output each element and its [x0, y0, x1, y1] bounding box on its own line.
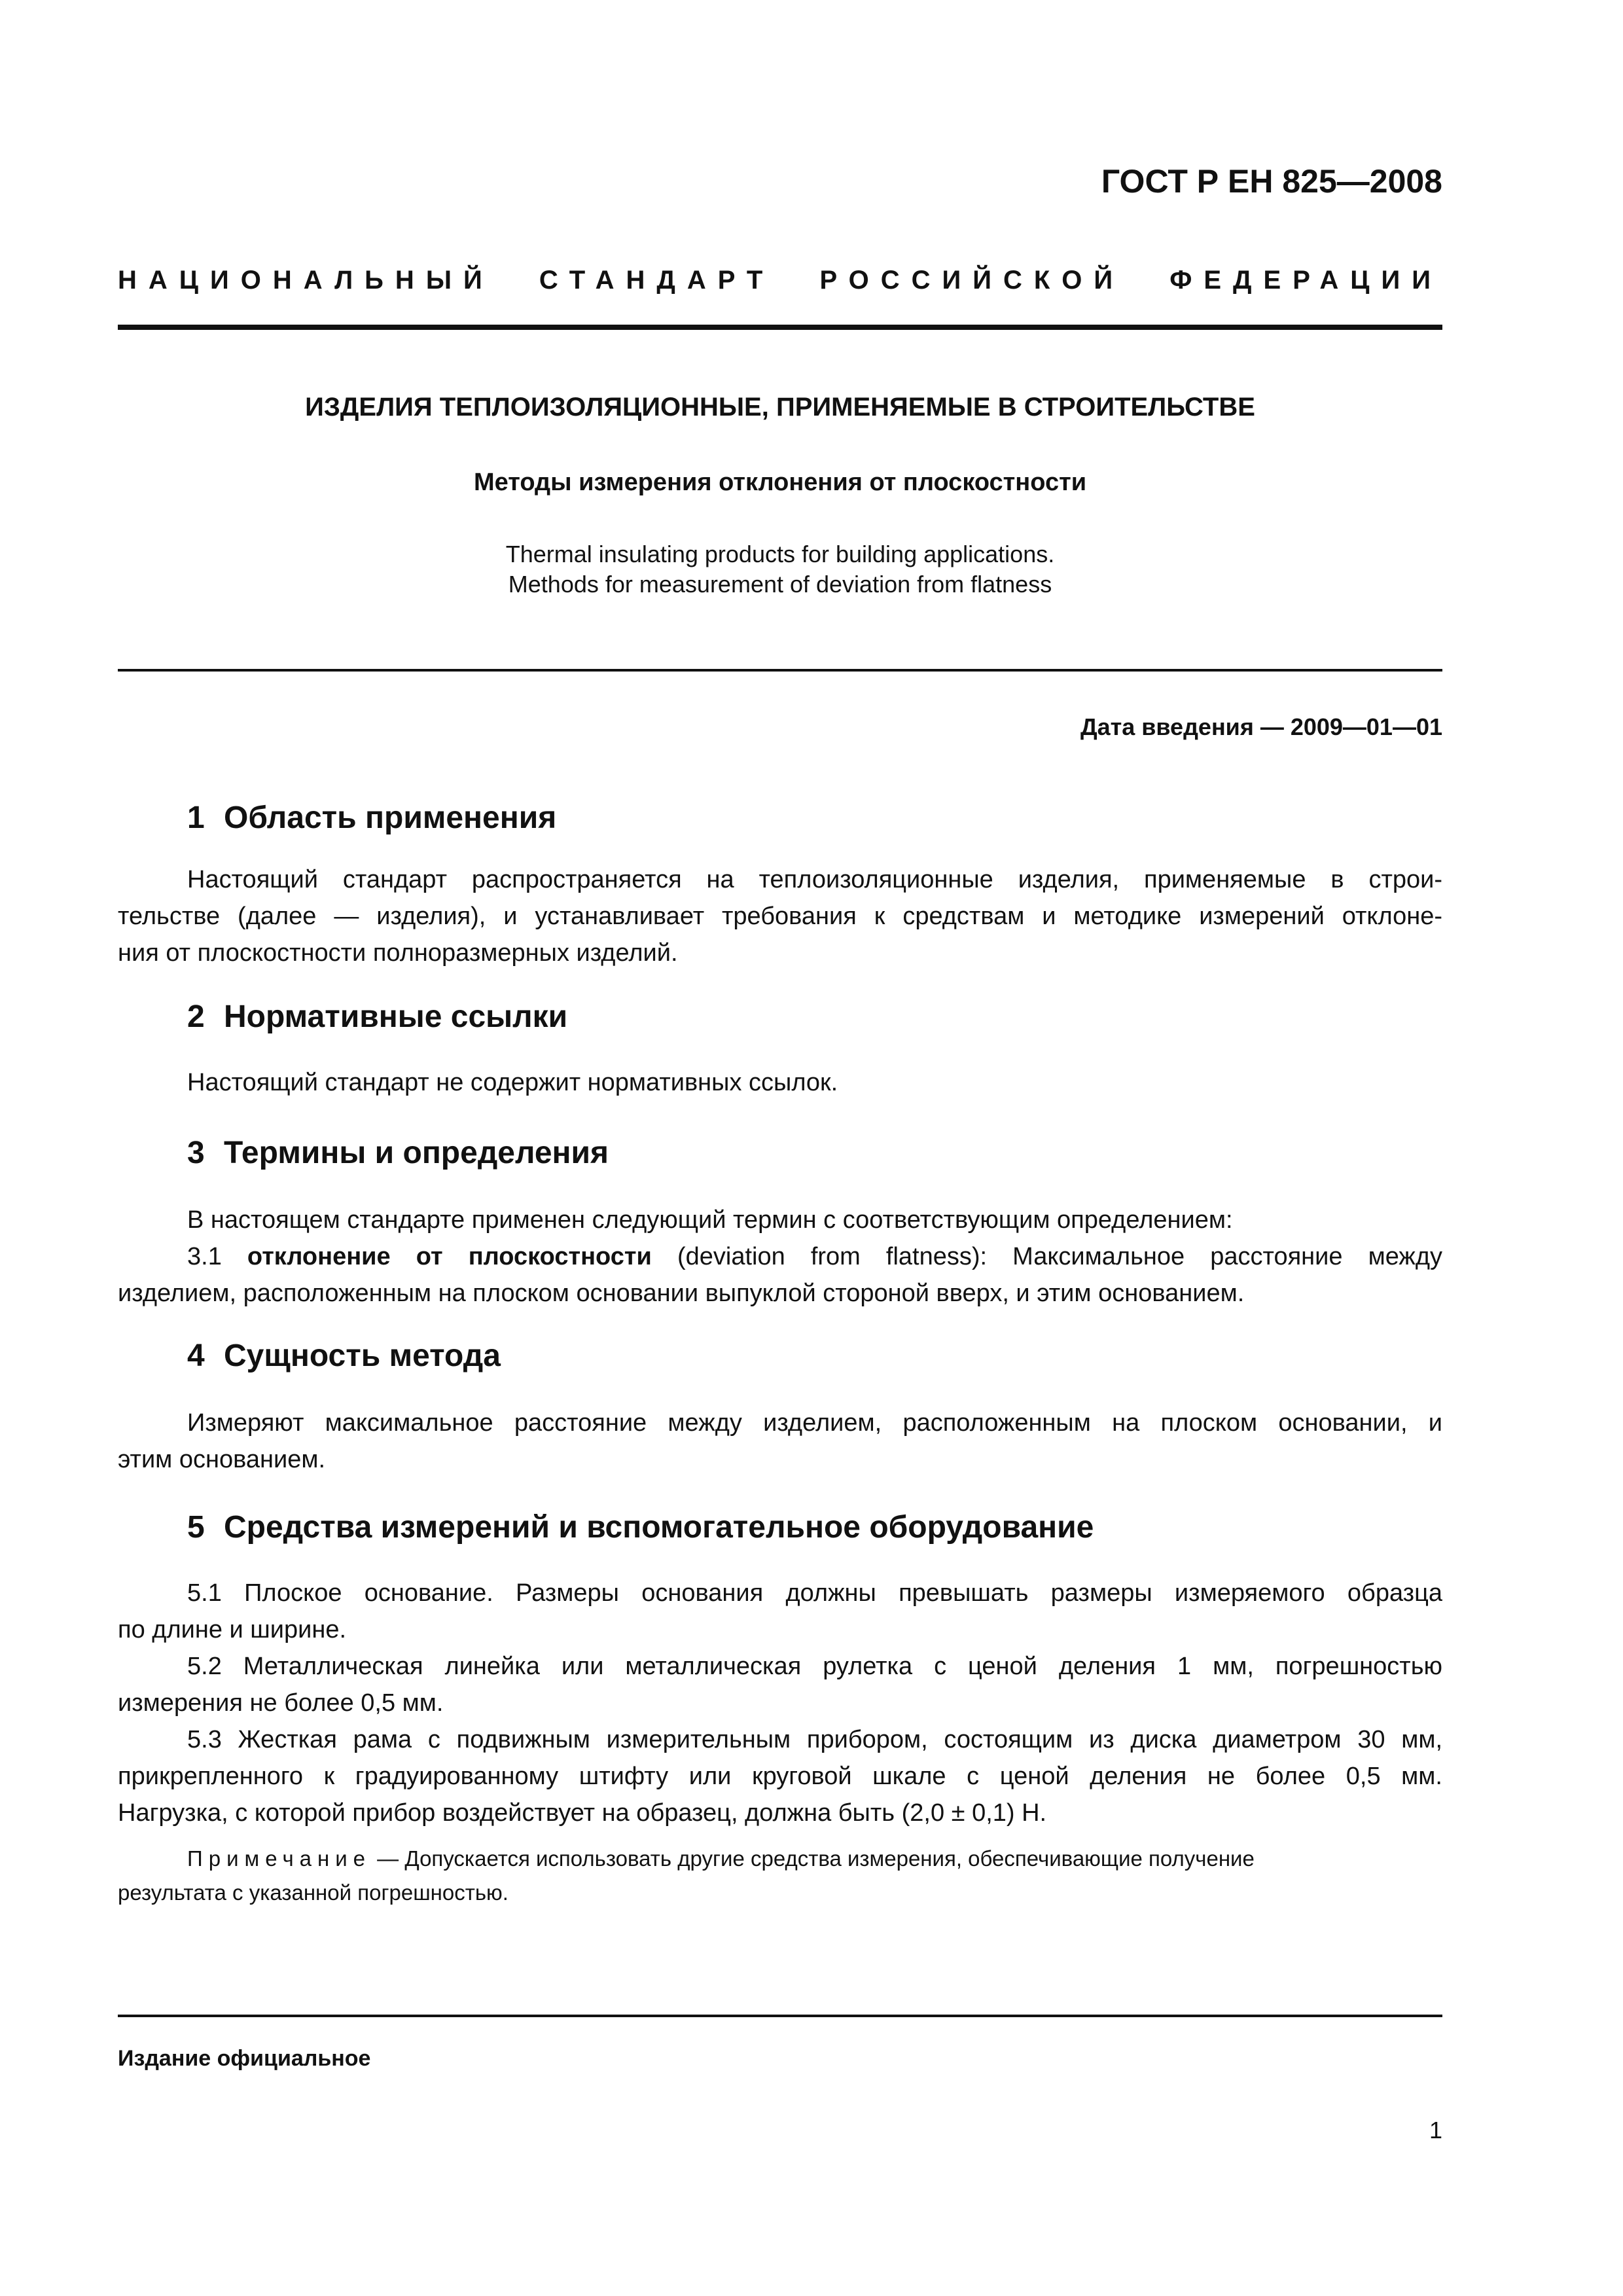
- section-title: Область применения: [224, 800, 557, 835]
- text-line: прикрепленного к градуированному штифту или круговой шкале с ценой деления не более 0,5 мм.: [118, 1763, 1442, 1790]
- section-title: Нормативные ссылки: [224, 999, 568, 1034]
- text-line: измерения не более 0,5 мм.: [118, 1689, 444, 1717]
- footer-divider: [118, 2015, 1442, 2017]
- official-edition-label: Издание официальное: [118, 2046, 371, 2071]
- text-line: Настоящий стандарт не содержит нормативных ссылок.: [187, 1069, 838, 1096]
- text-line: В настоящем стандарте применен следующий термин с соответствующим определением:: [187, 1206, 1233, 1234]
- document-subtitle: Методы измерения отклонения от плоскостности: [473, 469, 1087, 496]
- section-3-paragraph: [118, 1202, 1442, 1312]
- term-definition: (deviation from flatness): Максимальное расстояние между: [677, 1243, 1442, 1270]
- term-name: отклонение от плоскостности: [247, 1243, 652, 1270]
- banner-word: ФЕДЕРАЦИИ: [1169, 266, 1442, 295]
- note-block: [118, 1842, 1442, 1910]
- section-heading: [187, 1509, 1094, 1545]
- text-line: тельстве (далее — изделия), и устанавливает требования к средствам и методике измерений отклоне-: [118, 903, 1442, 930]
- english-title-line: Methods for measurement of deviation from flatness: [508, 571, 1052, 598]
- text-line: Измеряют максимальное расстояние между изделием, расположенным на плоском основании, и: [187, 1409, 1442, 1437]
- section-title: Средства измерений и вспомогательное оборудование: [224, 1510, 1094, 1545]
- term-number: 3.1: [187, 1243, 222, 1270]
- text-line: этим основанием.: [118, 1446, 326, 1473]
- section-heading: [187, 800, 556, 836]
- section-1-paragraph: [118, 861, 1442, 971]
- text-line: ния от плоскостности полноразмерных изделий.: [118, 939, 678, 967]
- section-number: 2: [187, 999, 205, 1034]
- standard-code: ГОСТ Р ЕН 825—2008: [1101, 163, 1442, 200]
- section-title: Термины и определения: [224, 1136, 609, 1170]
- national-standard-banner: [118, 266, 1442, 295]
- banner-word: РОССИЙСКОЙ: [819, 266, 1125, 295]
- note-line: результата с указанной погрешностью.: [118, 1880, 508, 1905]
- document-title: ИЗДЕЛИЯ ТЕПЛОИЗОЛЯЦИОННЫЕ, ПРИМЕНЯЕМЫЕ В СТРОИТЕЛЬСТВЕ: [305, 393, 1255, 422]
- section-2-paragraph: [118, 1064, 1442, 1101]
- section-number: 4: [187, 1338, 205, 1373]
- text-line: 5.1 Плоское основание. Размеры основания должны превышать размеры измеряемого образца: [187, 1579, 1442, 1607]
- section-4-paragraph: [118, 1405, 1442, 1478]
- text-line: 5.3 Жесткая рама с подвижным измерительным прибором, состоящим из диска диаметром 30 мм,: [187, 1726, 1442, 1753]
- banner-word: НАЦИОНАЛЬНЫЙ: [118, 266, 494, 295]
- section-number: 1: [187, 800, 205, 835]
- introduction-date: Дата введения — 2009—01—01: [1080, 713, 1442, 740]
- section-heading: [187, 1338, 501, 1374]
- banner-word: СТАНДАРТ: [539, 266, 775, 295]
- section-heading: [187, 1135, 609, 1171]
- english-title-line: Thermal insulating products for building applications.: [505, 541, 1055, 567]
- text-line: 5.2 Металлическая линейка или металлическая рулетка с ценой деления 1 мм, погрешностью: [187, 1653, 1442, 1680]
- text-line: Нагрузка, с которой прибор воздействует на образец, должна быть (2,0 ± 0,1) Н.: [118, 1799, 1047, 1827]
- term-line: [118, 1238, 1442, 1275]
- page-number: 1: [1429, 2117, 1442, 2144]
- note-label: Примечание: [187, 1846, 372, 1871]
- section-5-paragraph: [118, 1575, 1442, 1831]
- text-line: изделием, расположенным на плоском основании выпуклой стороной вверх, и этим основанием.: [118, 1280, 1245, 1307]
- english-title: [118, 539, 1442, 600]
- text-line: Настоящий стандарт распространяется на теплоизоляционные изделия, применяемые в строи-: [187, 866, 1442, 893]
- header-divider: [118, 325, 1442, 330]
- section-title: Сущность метода: [224, 1338, 501, 1373]
- note-line: [118, 1842, 1442, 1876]
- text-line: по длине и ширине.: [118, 1616, 347, 1643]
- title-divider: [118, 669, 1442, 672]
- section-heading: [187, 999, 567, 1035]
- section-number: 3: [187, 1136, 205, 1170]
- section-number: 5: [187, 1510, 205, 1545]
- note-text: — Допускается использовать другие средства измерения, обеспечивающие получение: [371, 1846, 1255, 1871]
